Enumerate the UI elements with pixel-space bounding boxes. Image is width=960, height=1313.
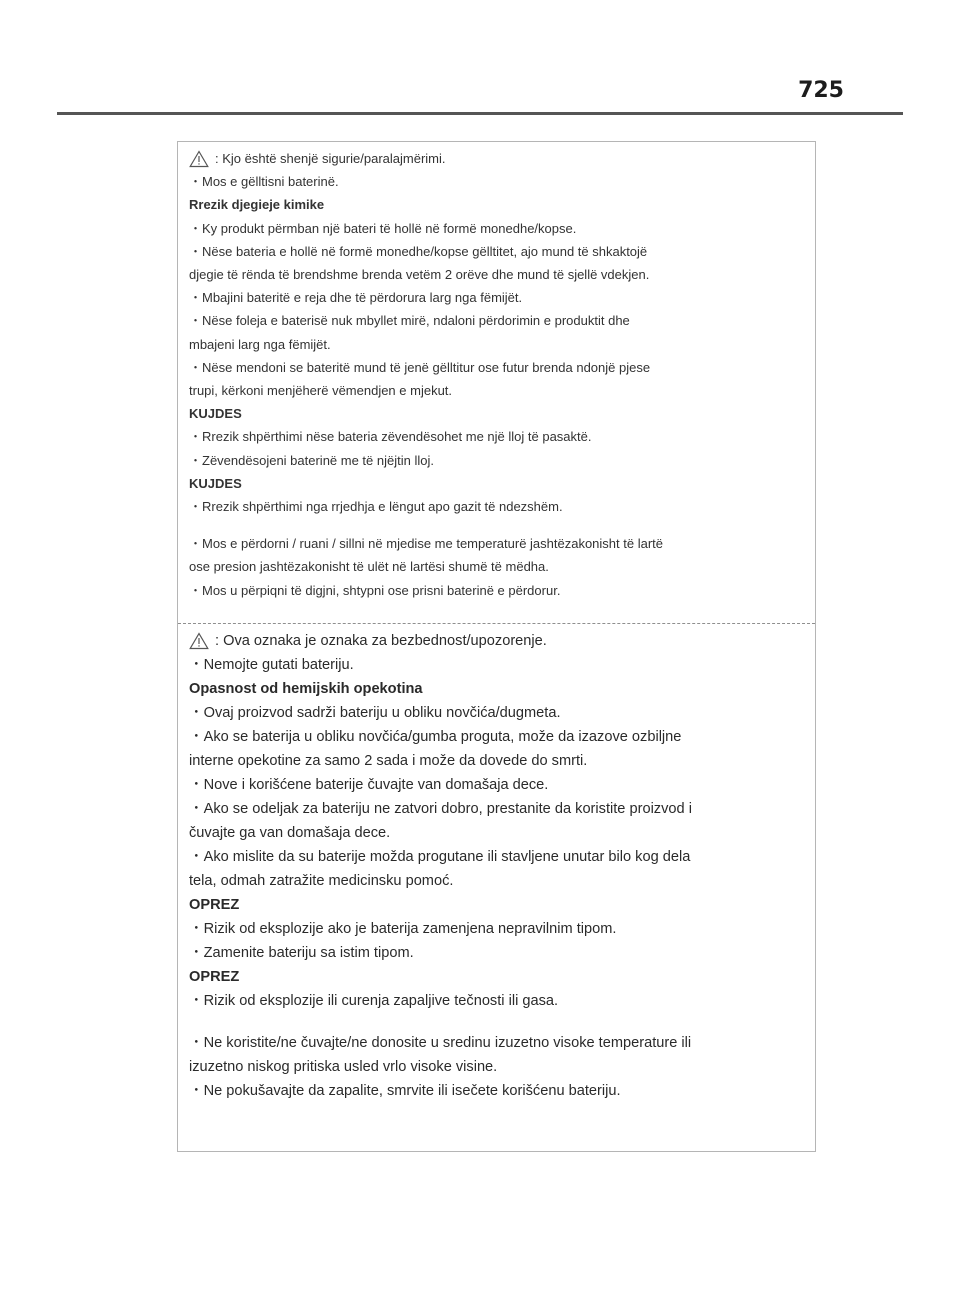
text-line: interne opekotine za samo 2 sada i može da dovede do smrti.	[189, 753, 588, 769]
text-line: ・Ne pokušavajte da zapalite, smrvite ili isečete korišćenu bateriju.	[189, 1083, 621, 1099]
section-heading: Rrezik djegieje kimike	[189, 197, 325, 213]
text-line: ・Zamenite bateriju sa istim tipom.	[189, 945, 414, 961]
section-heading: Opasnost od hemijskih opekotina	[189, 681, 423, 697]
text-line: mbajeni larg nga fëmijët.	[189, 336, 331, 352]
text-line: ・Nëse mendoni se bateritë mund të jenë gëlltitur ose futur brenda ndonjë pjese	[189, 359, 651, 375]
spacer	[189, 1013, 807, 1031]
text-line: ・Ne koristite/ne čuvajte/ne donosite u sredinu izuzetno visoke temperature ili	[189, 1035, 692, 1051]
serbian-text-lines	[189, 653, 807, 1103]
text-line: ・Nëse foleja e baterisë nuk mbyllet mirë, ndaloni përdorimin e produktit dhe	[189, 313, 630, 329]
section-divider	[178, 623, 815, 624]
battery-warning-box	[177, 141, 816, 1152]
albanian-text-lines	[189, 170, 807, 602]
albanian-warning-line	[189, 147, 807, 170]
spacer	[189, 518, 807, 532]
text-line: ・Ovaj proizvod sadrži bateriju u obliku novčića/dugmeta.	[189, 705, 561, 721]
text-line: djegie të rënda të brendshme brenda vetëm 2 orëve dhe mund të sjellë vdekjen.	[189, 267, 650, 283]
text-line: ・Mos e gëlltisni baterinë.	[189, 174, 339, 190]
text-line: izuzetno niskog pritiska usled vrlo visoke visine.	[189, 1059, 498, 1075]
text-line: ・Nove i korišćene baterije čuvajte van domašaja dece.	[189, 777, 549, 793]
section-heading: OPREZ	[189, 969, 240, 985]
text-line: ・Nëse bateria e hollë në formë monedhe/kopse gëlltitet, ajo mund të shkaktojë	[189, 243, 648, 259]
text-line: ・Rizik od eksplozije ako je baterija zamenjena nepravilnim tipom.	[189, 921, 617, 937]
text-line: ・Rizik od eksplozije ili curenja zapaljive tečnosti ili gasa.	[189, 993, 559, 1009]
text-line: ・Mos u përpiqni të digjni, shtypni ose prisni baterinë e përdorur.	[189, 582, 561, 598]
page-number: 725	[798, 78, 844, 103]
header-rule	[57, 112, 903, 115]
text-line: trupi, kërkoni menjëherë vëmendjen e mjekut.	[189, 383, 453, 399]
text-line: ose presion jashtëzakonisht të ulët në lartësi shumë të mëdha.	[189, 559, 549, 575]
text-line: ・Zëvendësojeni baterinë me të njëjtin lloj.	[189, 452, 434, 468]
serbian-warning-section	[189, 629, 807, 1147]
section-heading: KUJDES	[189, 406, 242, 422]
text-line: ・Ako se odeljak za bateriju ne zatvori dobro, prestanite da koristite proizvod i	[189, 801, 692, 817]
text-line: ・Ky produkt përmban një bateri të hollë në formë monedhe/kopse.	[189, 220, 577, 236]
text-line: tela, odmah zatražite medicinsku pomoć.	[189, 873, 454, 889]
text-line: ・Mbajini bateritë e reja dhe të përdorura larg nga fëmijët.	[189, 290, 523, 306]
text-line: ・Ako mislite da su baterije možda progutane ili stavljene unutar bilo kog dela	[189, 849, 691, 865]
section-heading: OPREZ	[189, 897, 240, 913]
section-heading: KUJDES	[189, 475, 242, 491]
serbian-warning-line	[189, 629, 807, 653]
text-line: ・Rrezik shpërthimi nga rrjedhja e lëngut apo gazit të ndezshëm.	[189, 499, 563, 515]
warning-triangle-icon	[189, 150, 209, 168]
text-line: ・Ako se baterija u obliku novčića/gumba proguta, može da izazove ozbiljne	[189, 729, 682, 745]
text-line: ・Mos e përdorni / ruani / sillni në mjedise me temperaturë jashtëzakonisht të lartë	[189, 536, 663, 552]
serbian-warning-text: : Ova oznaka je oznaka za bezbednost/upozorenje.	[215, 633, 547, 649]
warning-triangle-icon	[189, 632, 209, 650]
text-line: čuvajte ga van domašaja dece.	[189, 825, 391, 841]
text-line: ・Nemojte gutati bateriju.	[189, 657, 354, 673]
text-line: ・Rrezik shpërthimi nëse bateria zëvendësohet me një lloj të pasaktë.	[189, 429, 592, 445]
albanian-warning-text: : Kjo është shenjë sigurie/paralajmërimi.	[215, 151, 446, 166]
albanian-warning-section	[189, 147, 807, 625]
